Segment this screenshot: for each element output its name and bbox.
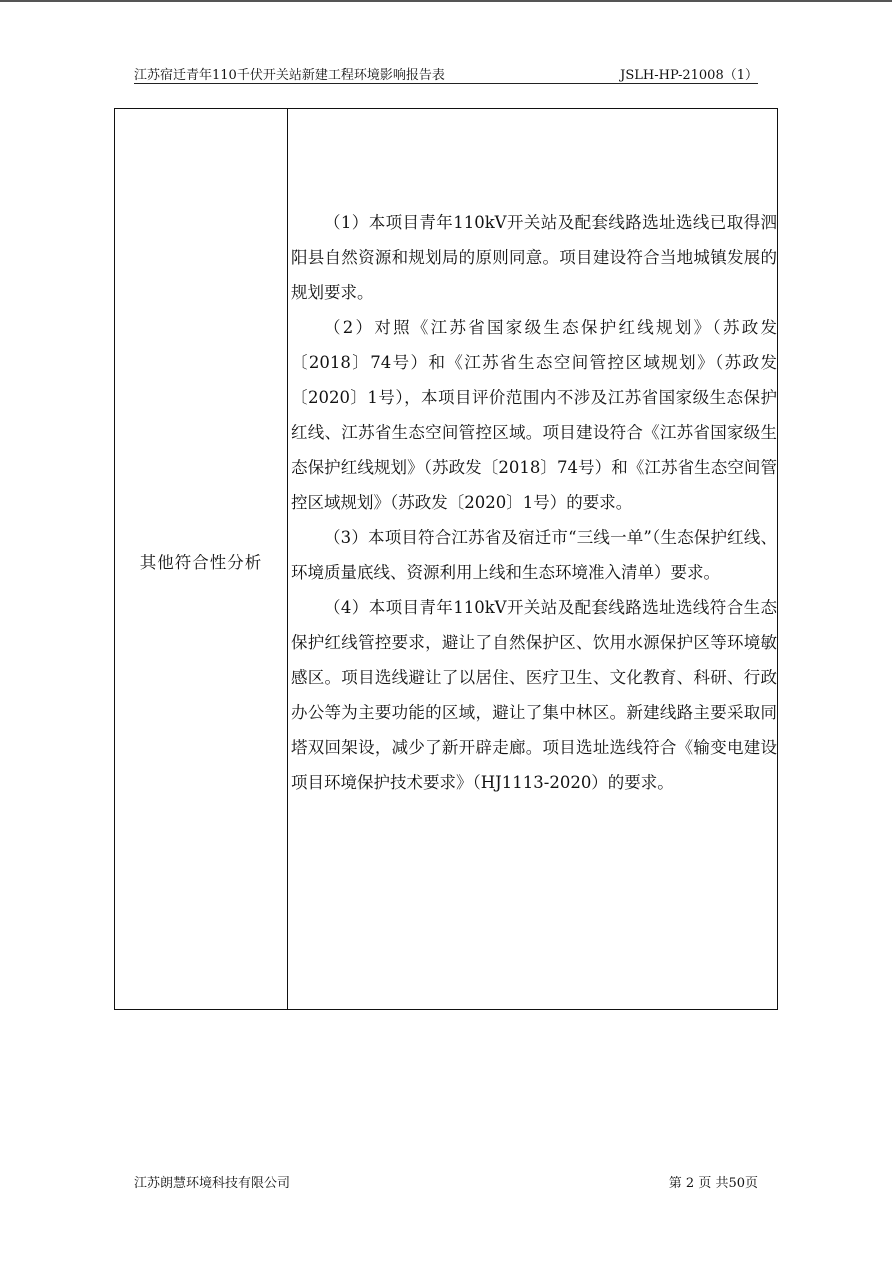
paragraph-2: （2）对照《江苏省国家级生态保护红线规划》（苏政发〔2018〕74号）和《江苏省生态空间管控区域规划》（苏政发〔2020〕1号），本项目评价范围内不涉及江苏省国家级生态保护红线、江苏省生态空间管控区域。项目建设符合《江苏省国家级生态保护红线规划》（苏政发〔2018〕74号）和《江苏省生态空间管控区域规划》（苏政发〔2020〕1号）的要求。 bbox=[291, 318, 777, 512]
page-number: 第 2 页 共50页 bbox=[668, 1176, 758, 1191]
analysis-content bbox=[291, 205, 777, 800]
row-label: 其他符合性分析 bbox=[139, 553, 263, 572]
document-number: JSLH-HP-21008（1） bbox=[620, 68, 758, 83]
analysis-table bbox=[114, 108, 778, 1010]
paragraph-1: （1）本项目青年110kV开关站及配套线路选址选线已取得泗阳县自然资源和规划局的原则同意。项目建设符合当地城镇发展的规划要求。 bbox=[291, 213, 777, 302]
company-name: 江苏朗慧环境科技有限公司 bbox=[134, 1176, 291, 1191]
page-top-border bbox=[0, 0, 892, 2]
paragraph-3: （3）本项目符合江苏省及宿迁市“三线一单”（生态保护红线、环境质量底线、资源利用上线和生态环境准入清单）要求。 bbox=[291, 528, 777, 582]
page-footer bbox=[134, 1172, 758, 1192]
table-content-cell bbox=[288, 109, 777, 1009]
paragraph-4: （4）本项目青年110kV开关站及配套线路选址选线符合生态保护红线管控要求，避让了自然保护区、饮用水源保护区等环境敏感区。项目选线避让了以居住、医疗卫生、文化教育、科研、行政办公等为主要功能的区域，避让了集中林区。新建线路主要采取同塔双回架设，减少了新开辟走廊。项目选址选线符合《输变电建设项目环境保护技术要求》（HJ1113-2020）的要求。 bbox=[291, 598, 777, 792]
table-label-cell bbox=[115, 109, 288, 1009]
report-title: 江苏宿迁青年110千伏开关站新建工程环境影响报告表 bbox=[134, 68, 445, 83]
header-divider bbox=[134, 83, 758, 84]
